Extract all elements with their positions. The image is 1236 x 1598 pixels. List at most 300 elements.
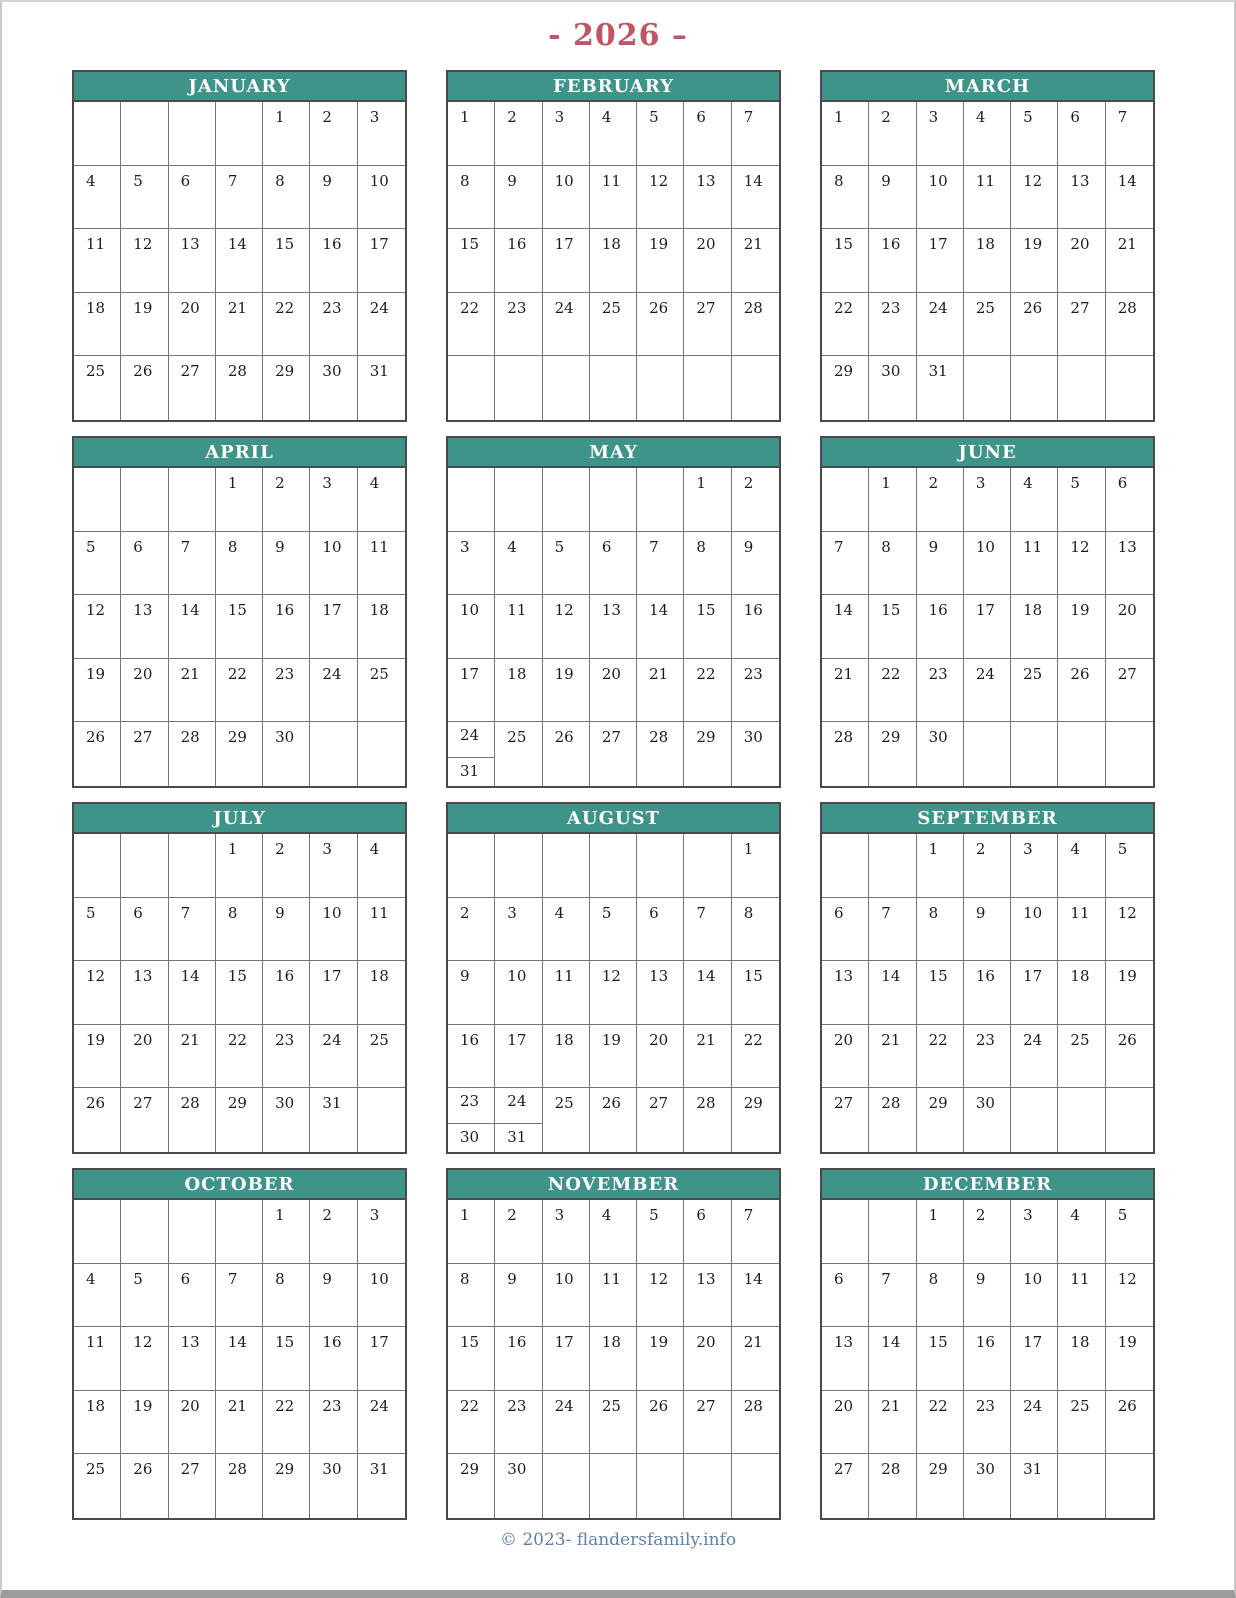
day-cell: 11 [74,1327,121,1391]
day-cell: 1 [917,834,964,898]
day-cell: 20 [121,659,168,723]
month-days [74,1200,405,1518]
day-cell: 21 [169,659,216,723]
day-cell: 13 [637,961,684,1025]
month-november [446,1168,781,1520]
day-cell: 1 [448,102,495,166]
day-cell: 19 [74,659,121,723]
day-cell: 16 [263,595,310,659]
day-cell: 17 [448,659,495,723]
day-cell-empty [74,834,121,898]
day-cell: 5 [121,1264,168,1328]
day-cell: 13 [684,166,731,230]
day-cell: 19 [590,1025,637,1089]
day-cell: 19 [1058,595,1105,659]
day-cell-empty [637,1454,684,1518]
day-cell: 28 [216,356,263,420]
month-header: MAY [448,438,779,468]
day-cell: 5 [121,166,168,230]
day-cell: 21 [732,1327,779,1391]
day-cell: 4 [74,1264,121,1328]
month-january [72,70,407,422]
day-cell: 27 [822,1088,869,1152]
day-cell: 24 [1011,1025,1058,1089]
day-cell: 22 [684,659,731,723]
month-days [448,102,779,420]
day-cell: 10 [917,166,964,230]
month-days [74,834,405,1152]
day-cell: 3 [964,468,1011,532]
day-cell: 6 [169,166,216,230]
day-cell: 10 [543,1264,590,1328]
day-cell: 14 [869,1327,916,1391]
day-cell: 16 [917,595,964,659]
day-cell-empty [448,834,495,898]
month-header: DECEMBER [822,1170,1153,1200]
day-cell-empty [1106,1088,1153,1152]
day-cell: 16 [869,229,916,293]
day-cell: 13 [590,595,637,659]
day-cell-split [495,1088,542,1152]
day-cell: 4 [495,532,542,596]
day-cell: 30 [263,722,310,786]
day-cell: 20 [1106,595,1153,659]
day-cell: 13 [822,1327,869,1391]
day-cell: 10 [310,898,357,962]
day-cell: 12 [1106,1264,1153,1328]
day-cell: 18 [74,1391,121,1455]
day-cell: 20 [590,659,637,723]
day-cell: 11 [590,1264,637,1328]
day-cell-empty [543,468,590,532]
day-cell-empty [822,1200,869,1264]
day-cell: 1 [263,1200,310,1264]
day-cell: 18 [590,1327,637,1391]
day-number: 31 [460,761,480,780]
day-cell: 17 [1011,1327,1058,1391]
day-cell: 19 [121,1391,168,1455]
day-cell: 9 [869,166,916,230]
day-cell: 2 [732,468,779,532]
day-cell-empty [1011,722,1058,786]
day-cell-empty [121,1200,168,1264]
day-cell-empty [543,356,590,420]
day-cell-empty [74,468,121,532]
day-cell: 16 [310,1327,357,1391]
day-cell-empty [495,468,542,532]
day-cell: 15 [869,595,916,659]
day-cell: 25 [964,293,1011,357]
day-cell: 13 [169,229,216,293]
day-cell: 24 [1011,1391,1058,1455]
day-cell: 14 [1106,166,1153,230]
year-title: - 2026 – [548,18,688,53]
day-cell: 6 [1106,468,1153,532]
month-days [74,468,405,786]
day-cell: 13 [1058,166,1105,230]
day-cell: 17 [358,1327,405,1391]
day-cell: 1 [263,102,310,166]
day-cell: 26 [543,722,590,786]
day-cell: 8 [822,166,869,230]
day-cell: 12 [1058,532,1105,596]
day-cell-empty [358,1088,405,1152]
day-cell: 20 [637,1025,684,1089]
day-cell: 28 [732,1391,779,1455]
day-cell: 22 [263,293,310,357]
day-cell-empty [169,102,216,166]
day-cell: 28 [637,722,684,786]
day-cell: 28 [684,1088,731,1152]
month-february [446,70,781,422]
day-cell: 8 [216,898,263,962]
day-cell: 9 [495,166,542,230]
month-header: JULY [74,804,405,834]
day-cell: 20 [684,229,731,293]
day-cell: 10 [358,166,405,230]
day-cell: 9 [310,1264,357,1328]
day-cell: 8 [684,532,731,596]
day-cell: 2 [310,1200,357,1264]
day-cell-empty [358,722,405,786]
day-cell: 6 [121,532,168,596]
day-cell: 4 [358,468,405,532]
day-cell-empty [869,834,916,898]
day-cell: 26 [1058,659,1105,723]
day-cell: 22 [216,659,263,723]
day-cell: 15 [448,229,495,293]
day-cell: 29 [743,1094,763,1113]
day-cell: 3 [310,834,357,898]
day-cell: 13 [684,1264,731,1328]
day-cell: 17 [543,229,590,293]
day-cell: 30 [495,1454,542,1518]
day-cell: 16 [448,1025,495,1089]
day-cell: 20 [822,1391,869,1455]
day-cell: 21 [869,1391,916,1455]
day-cell: 2 [964,834,1011,898]
day-number: 24 [495,1088,541,1124]
day-cell: 6 [1058,102,1105,166]
day-cell: 10 [310,532,357,596]
day-cell: 29 [869,722,916,786]
day-cell: 15 [263,1327,310,1391]
day-cell: 27 [822,1454,869,1518]
day-cell: 5 [543,532,590,596]
day-cell: 11 [1011,532,1058,596]
day-cell: 30 [917,722,964,786]
day-cell: 26 [121,1454,168,1518]
day-cell: 4 [590,102,637,166]
day-cell: 9 [495,1264,542,1328]
day-cell: 15 [263,229,310,293]
day-cell: 25 [590,1391,637,1455]
day-cell: 29 [917,1454,964,1518]
day-number: 31 [507,1127,527,1146]
day-cell: 9 [448,961,495,1025]
day-cell: 3 [358,1200,405,1264]
day-cell: 11 [590,166,637,230]
day-cell: 1 [684,468,731,532]
day-cell: 19 [637,229,684,293]
day-cell: 1 [869,468,916,532]
day-cell-empty [495,834,542,898]
day-cell: 26 [1106,1025,1153,1089]
day-cell: 7 [732,102,779,166]
month-days [74,102,405,420]
day-cell: 21 [216,293,263,357]
day-cell: 22 [216,1025,263,1089]
day-cell: 29 [822,356,869,420]
day-cell-empty [169,468,216,532]
day-cell: 23 [732,659,779,723]
day-cell: 15 [684,595,731,659]
day-cell: 14 [684,961,731,1025]
day-cell: 25 [74,1454,121,1518]
day-cell: 12 [1106,898,1153,962]
day-cell: 18 [964,229,1011,293]
day-cell-empty [822,834,869,898]
day-cell: 28 [169,1088,216,1152]
day-cell-empty [684,834,731,898]
day-cell: 7 [684,898,731,962]
day-cell: 2 [917,468,964,532]
day-cell: 11 [358,532,405,596]
day-cell-empty [495,356,542,420]
day-cell: 10 [543,166,590,230]
day-cell: 1 [448,1200,495,1264]
day-cell: 9 [732,532,779,596]
day-cell: 8 [869,532,916,596]
day-cell: 25 [1011,659,1058,723]
day-cell: 11 [74,229,121,293]
day-cell: 14 [732,166,779,230]
day-cell: 12 [1011,166,1058,230]
day-cell: 5 [1106,1200,1153,1264]
day-cell: 4 [74,166,121,230]
day-cell: 29 [216,722,263,786]
day-cell: 24 [358,1391,405,1455]
day-cell: 1 [822,102,869,166]
day-cell: 7 [169,532,216,596]
day-cell-split [448,1088,495,1152]
day-cell: 3 [495,898,542,962]
day-cell: 1 [917,1200,964,1264]
day-cell: 17 [495,1025,542,1089]
day-cell: 5 [74,532,121,596]
day-cell: 2 [263,834,310,898]
day-cell: 30 [743,728,763,747]
day-cell: 7 [169,898,216,962]
month-days [822,102,1153,420]
day-cell: 29 [448,1454,495,1518]
day-cell: 29 [917,1088,964,1152]
day-cell: 21 [169,1025,216,1089]
day-cell: 7 [1106,102,1153,166]
month-header: MARCH [822,72,1153,102]
day-cell-empty [684,1454,731,1518]
day-cell: 29 [263,356,310,420]
day-cell: 7 [216,1264,263,1328]
day-cell-empty [1058,1088,1105,1152]
day-cell: 26 [637,1391,684,1455]
day-cell: 28 [216,1454,263,1518]
day-cell: 22 [448,1391,495,1455]
day-cell: 16 [495,1327,542,1391]
day-cell: 21 [869,1025,916,1089]
day-cell: 7 [869,898,916,962]
day-cell: 22 [263,1391,310,1455]
day-cell-empty [637,468,684,532]
day-cell: 9 [964,1264,1011,1328]
day-cell-empty [169,1200,216,1264]
day-cell-empty [216,1200,263,1264]
day-cell-empty [543,1454,590,1518]
day-cell-empty [121,102,168,166]
day-number: 23 [448,1088,494,1124]
day-cell: 10 [358,1264,405,1328]
day-cell: 9 [263,898,310,962]
day-cell: 6 [637,898,684,962]
day-cell-empty [74,1200,121,1264]
day-cell: 18 [358,961,405,1025]
day-cell: 27 [121,722,168,786]
day-cell: 31 [369,362,389,381]
month-july [72,802,407,1154]
day-cell-empty [822,468,869,532]
day-cell: 26 [637,293,684,357]
day-cell: 19 [543,659,590,723]
day-cell: 30 [310,1454,357,1518]
day-cell: 3 [1011,1200,1058,1264]
day-cell: 26 [590,1088,637,1152]
day-cell: 27 [121,1088,168,1152]
month-days [448,1200,779,1518]
day-cell-empty [448,468,495,532]
day-cell-empty [1106,722,1153,786]
day-cell: 19 [1011,229,1058,293]
month-august [446,802,781,1154]
day-cell: 25 [358,659,405,723]
day-cell: 31 [310,1088,357,1152]
day-cell: 2 [869,102,916,166]
day-cell: 2 [263,468,310,532]
copyright-footer: © 2023- flandersfamily.info [499,1529,737,1550]
day-cell: 18 [495,659,542,723]
day-cell: 12 [543,595,590,659]
day-cell: 24 [543,1391,590,1455]
day-cell: 18 [358,595,405,659]
day-cell: 19 [1106,961,1153,1025]
day-cell: 28 [1106,293,1153,357]
month-october [72,1168,407,1520]
day-cell: 26 [1106,1391,1153,1455]
day-cell: 1 [216,834,263,898]
day-cell: 12 [74,961,121,1025]
day-cell-empty [543,834,590,898]
day-cell: 10 [1011,898,1058,962]
day-cell: 22 [448,293,495,357]
day-cell: 18 [543,1025,590,1089]
day-cell: 8 [732,898,779,962]
day-cell-empty [1011,356,1058,420]
day-cell: 16 [263,961,310,1025]
month-header: SEPTEMBER [822,804,1153,834]
day-cell: 3 [1011,834,1058,898]
day-cell: 30 [263,1088,310,1152]
day-cell: 20 [684,1327,731,1391]
day-cell: 25 [358,1025,405,1089]
day-cell: 11 [495,595,542,659]
day-cell: 1 [216,468,263,532]
day-cell: 14 [216,229,263,293]
day-cell: 25 [543,1088,590,1152]
day-cell: 4 [590,1200,637,1264]
day-cell: 23 [263,659,310,723]
day-cell: 6 [822,1264,869,1328]
day-cell-empty [637,356,684,420]
day-cell-empty [448,356,495,420]
day-cell: 22 [732,1025,779,1089]
day-cell: 16 [964,1327,1011,1391]
day-cell: 2 [448,898,495,962]
day-number: 24 [448,722,494,758]
day-cell: 29 [263,1454,310,1518]
day-cell: 27 [684,293,731,357]
day-cell: 27 [169,356,216,420]
month-header: APRIL [74,438,405,468]
day-cell: 10 [964,532,1011,596]
day-cell: 13 [169,1327,216,1391]
day-cell: 3 [358,102,405,166]
day-cell: 18 [1058,961,1105,1025]
day-cell: 5 [1106,834,1153,898]
day-cell: 3 [448,532,495,596]
day-cell: 20 [1058,229,1105,293]
day-cell-empty [1058,356,1105,420]
day-cell: 2 [495,1200,542,1264]
month-april [72,436,407,788]
day-number: 30 [460,1127,480,1146]
day-cell: 7 [732,1200,779,1264]
day-cell: 9 [917,532,964,596]
day-cell-split [448,722,495,786]
day-cell: 4 [964,102,1011,166]
day-cell: 14 [216,1327,263,1391]
day-cell: 6 [169,1264,216,1328]
month-days [448,468,779,786]
day-cell: 12 [637,166,684,230]
day-cell: 30 [310,356,357,420]
day-cell: 6 [684,1200,731,1264]
day-cell: 24 [964,659,1011,723]
day-cell: 14 [869,961,916,1025]
day-cell: 15 [732,961,779,1025]
day-cell: 2 [310,102,357,166]
month-may [446,436,781,788]
day-cell-empty [964,356,1011,420]
day-cell: 24 [310,659,357,723]
day-cell: 6 [121,898,168,962]
day-cell: 3 [310,468,357,532]
day-cell: 11 [358,898,405,962]
day-cell: 27 [637,1088,684,1152]
day-cell: 19 [637,1327,684,1391]
day-cell: 17 [358,229,405,293]
day-cell: 21 [684,1025,731,1089]
day-cell: 3 [917,102,964,166]
day-cell: 10 [1011,1264,1058,1328]
